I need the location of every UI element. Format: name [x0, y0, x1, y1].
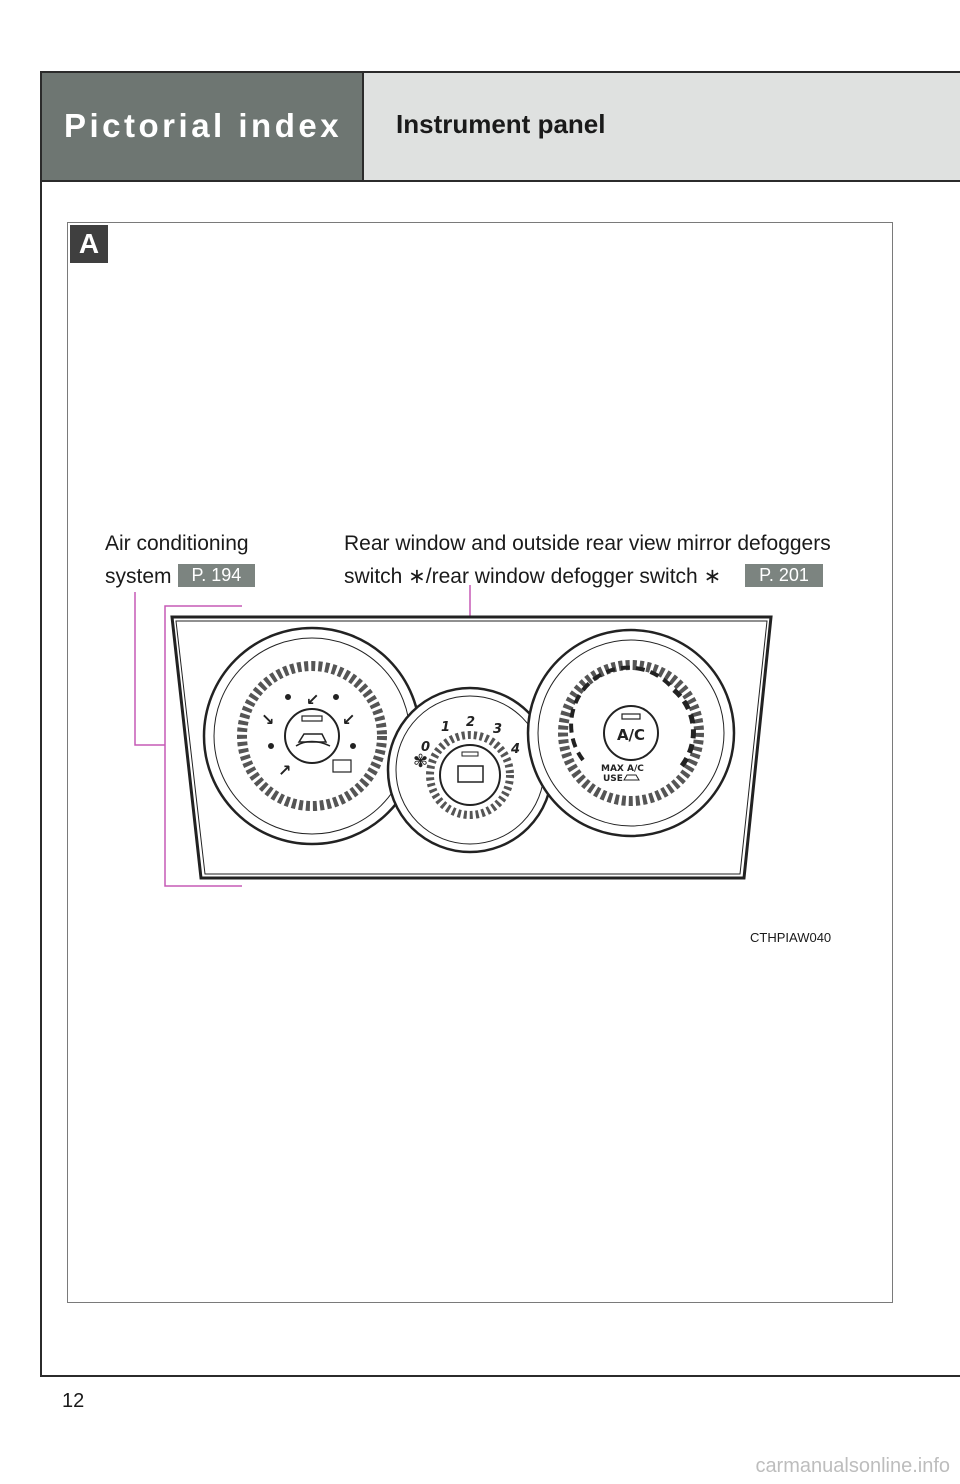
page-title: Instrument panel	[396, 109, 606, 139]
vent-face-icon: ↙	[306, 690, 320, 709]
fan-speed-dial	[388, 688, 552, 852]
page-ref-link[interactable]: P. 194	[178, 564, 256, 587]
recirculate-icon	[624, 775, 639, 780]
leader-line-ac	[135, 592, 165, 745]
ac-button-label: A/C	[616, 726, 646, 744]
fan-speed-2: 2	[466, 715, 476, 730]
section-title: Pictorial index	[64, 107, 343, 144]
callout-line2: switch ∗/rear window defogger switch ∗	[344, 565, 722, 588]
fan-icon: ✾	[413, 751, 429, 772]
temperature-dial	[528, 630, 734, 836]
section-badge: A	[70, 225, 108, 263]
callout-line1: Air conditioning	[105, 532, 249, 555]
mode-dial	[204, 628, 420, 844]
fan-speed-4: 4	[511, 742, 521, 757]
callout-line2: system	[105, 565, 172, 588]
page-ref-link[interactable]: P. 201	[745, 564, 823, 587]
windshield-defrost-icon	[333, 760, 351, 772]
vent-floor-icon: ↗	[278, 761, 292, 780]
rear-defogger-icon	[458, 766, 483, 782]
watermark: carmanualsonline.info	[755, 1455, 950, 1477]
vent-floor-defrost-icon: ↙	[342, 710, 356, 729]
callout-line1: Rear window and outside rear view mirror defoggers	[344, 532, 831, 555]
vent-bilevel-icon: ↘	[261, 710, 275, 729]
fan-speed-1: 1	[441, 720, 451, 735]
fan-speed-3: 3	[493, 722, 503, 737]
page-number: 12	[62, 1390, 85, 1412]
figure-code: CTHPIAW040	[750, 930, 832, 945]
fan-speed-0: 0	[421, 740, 431, 755]
max-ac-use-label: USE	[603, 774, 623, 784]
max-ac-label: MAX A/C	[601, 764, 644, 774]
